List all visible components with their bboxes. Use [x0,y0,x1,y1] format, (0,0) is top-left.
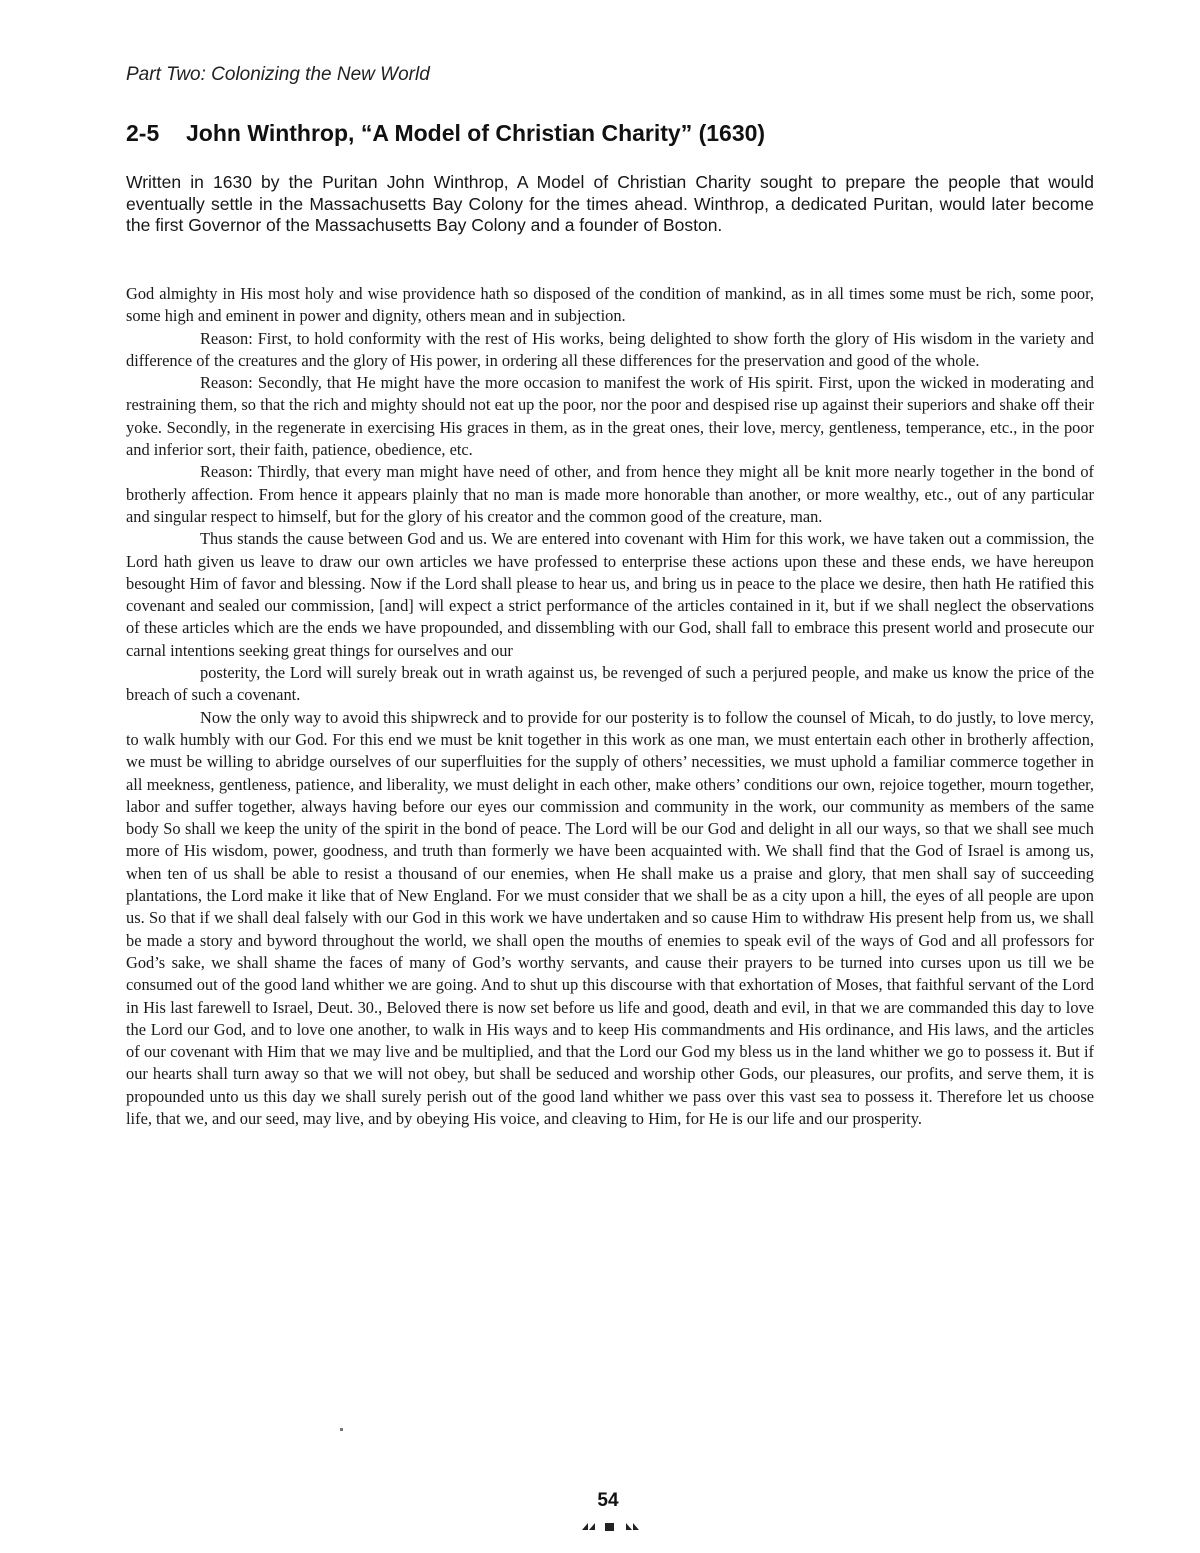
scan-speck [340,1428,343,1431]
paragraph-posterity: posterity, the Lord will surely break out in wrath against us, be revenged of such a perjured people, and make us know the price of the breach of such a covenant. [126,663,1094,705]
section-title [126,120,1086,147]
section-title-text: John Winthrop, “A Model of Christian Charity” (1630) [186,120,766,146]
page-number: 54 [597,1490,619,1511]
paragraph-reason-first: Reason: First, to hold conformity with the rest of His works, being delighted to show forth the glory of His wisdom in the variety and difference of the creatures and the glory of His power, in ordering all these differences for the preservation and good of the whole. [126,328,1094,370]
paragraph-covenant: Thus stands the cause between God and us. We are entered into covenant with Him for this work, we have taken out a commission, the Lord hath given us leave to draw our own articles we have professed to enterprise these actions upon these and these ends, we have hereupon besought Him of favor and blessing. Now if the Lord shall please to hear us, and bring us in peace to the place we desire, then hath He ratified this covenant and sealed our commission, [and] will expect a strict performance of the articles contained in it, but if we shall neglect the observations of these articles which are the ends we have propounded, and dissembling with our God, shall fall to embrace this present world and prosecute our carnal intentions seeking great things for ourselves and our [126,529,1094,660]
paragraph-reason-third: Reason: Thirdly, that every man might have need of other, and from hence they might all be knit more nearly together in the bond of brotherly affection. From hence it appears plainly that no man is made more honorable than another, or more wealthy, etc., out of any particular and singular respect to himself, but for the glory of his creator and the common good of the creature, man. [126,462,1094,526]
footer-ornament-icon [580,1520,640,1534]
running-head: Part Two: Colonizing the New World [126,64,430,85]
paragraph-opening: God almighty in His most holy and wise providence hath so disposed of the condition of mankind, as in all times some must be rich, some poor, some high and eminent in power and dignity, others mean and in subjection. [126,284,1094,326]
document-body [126,283,1094,1130]
paragraph-city-upon-a-hill: Now the only way to avoid this shipwreck and to provide for our posterity is to follow the counsel of Micah, to do justly, to love mercy, to walk humbly with our God. For this end we must be knit together in this work as one man, we must entertain each other in brotherly affection, we must be willing to abridge ourselves of our superfluities for the supply of others’ necessities, we must uphold a familiar commerce together in all meekness, gentleness, patience, and liberality, we must delight in each other, make others’ conditions our own, rejoice together, mourn together, labor and suffer together, always having before our eyes our commission and community in the work, our community as members of the same body So shall we keep the unity of the spirit in the bond of peace. The Lord will be our God and delight in all our ways, so that we shall see much more of His wisdom, power, goodness, and truth than formerly we have been acquainted with. We shall find that the God of Israel is among us, when ten of us shall be able to resist a thousand of our enemies, when He shall make us a praise and glory, that men shall say of succeeding plantations, the Lord make it like that of New England. For we must consider that we shall be as a city upon a hill, the eyes of all people are upon us. So that if we shall deal falsely with our God in this work we have undertaken and so cause Him to withdraw His present help from us, we shall be made a story and byword throughout the world, we shall open the mouths of enemies to speak evil of the ways of God and all professors for God’s sake, we shall shame the faces of many of God’s worthy servants, and cause their prayers to be turned into curses upon us till we be consumed out of the good land whither we are going. And to shut up this discourse with that exhortation of Moses, that faithful servant of the Lord in His last farewell to Israel, Deut. 30., Beloved there is now set before us life and good, death and evil, in that we are commanded this day to love the Lord our God, and to love one another, to walk in His ways and to keep His commandments and His ordinance, and His laws, and the articles of our covenant with Him that we may live and be multiplied, and that the Lord our God my bless us in the land whither we go to possess it. But if our hearts shall turn away so that we will not obey, but shall be seduced and worship other Gods, our pleasures, our profits, and serve them, it is propounded unto us this day we shall surely perish out of the good land whither we pass over this vast sea to possess it. Therefore let us choose life, that we, and our seed, may live, and by obeying His voice, and cleaving to Him, for He is our life and our prosperity. [126,707,1094,1128]
intro-paragraph: Written in 1630 by the Puritan John Winthrop, A Model of Christian Charity sought to prepare the people that would eventually settle in the Massachusetts Bay Colony for the times ahead. Winthrop, a dedicated Puritan, would later become the first Governor of the Massachusetts Bay Colony and a founder of Boston. [126,172,1094,235]
section-number: 2-5 [126,120,160,146]
paragraph-reason-second: Reason: Secondly, that He might have the more occasion to manifest the work of His spirit. First, upon the wicked in moderating and restraining them, so that the rich and mighty should not eat up the poor, nor the poor and despised rise up against their superiors and shake off their yoke. Secondly, in the regenerate in exercising His graces in them, as in the great ones, their love, mercy, gentleness, temperance, etc., in the poor and inferior sort, their faith, patience, obedience, etc. [126,373,1094,460]
